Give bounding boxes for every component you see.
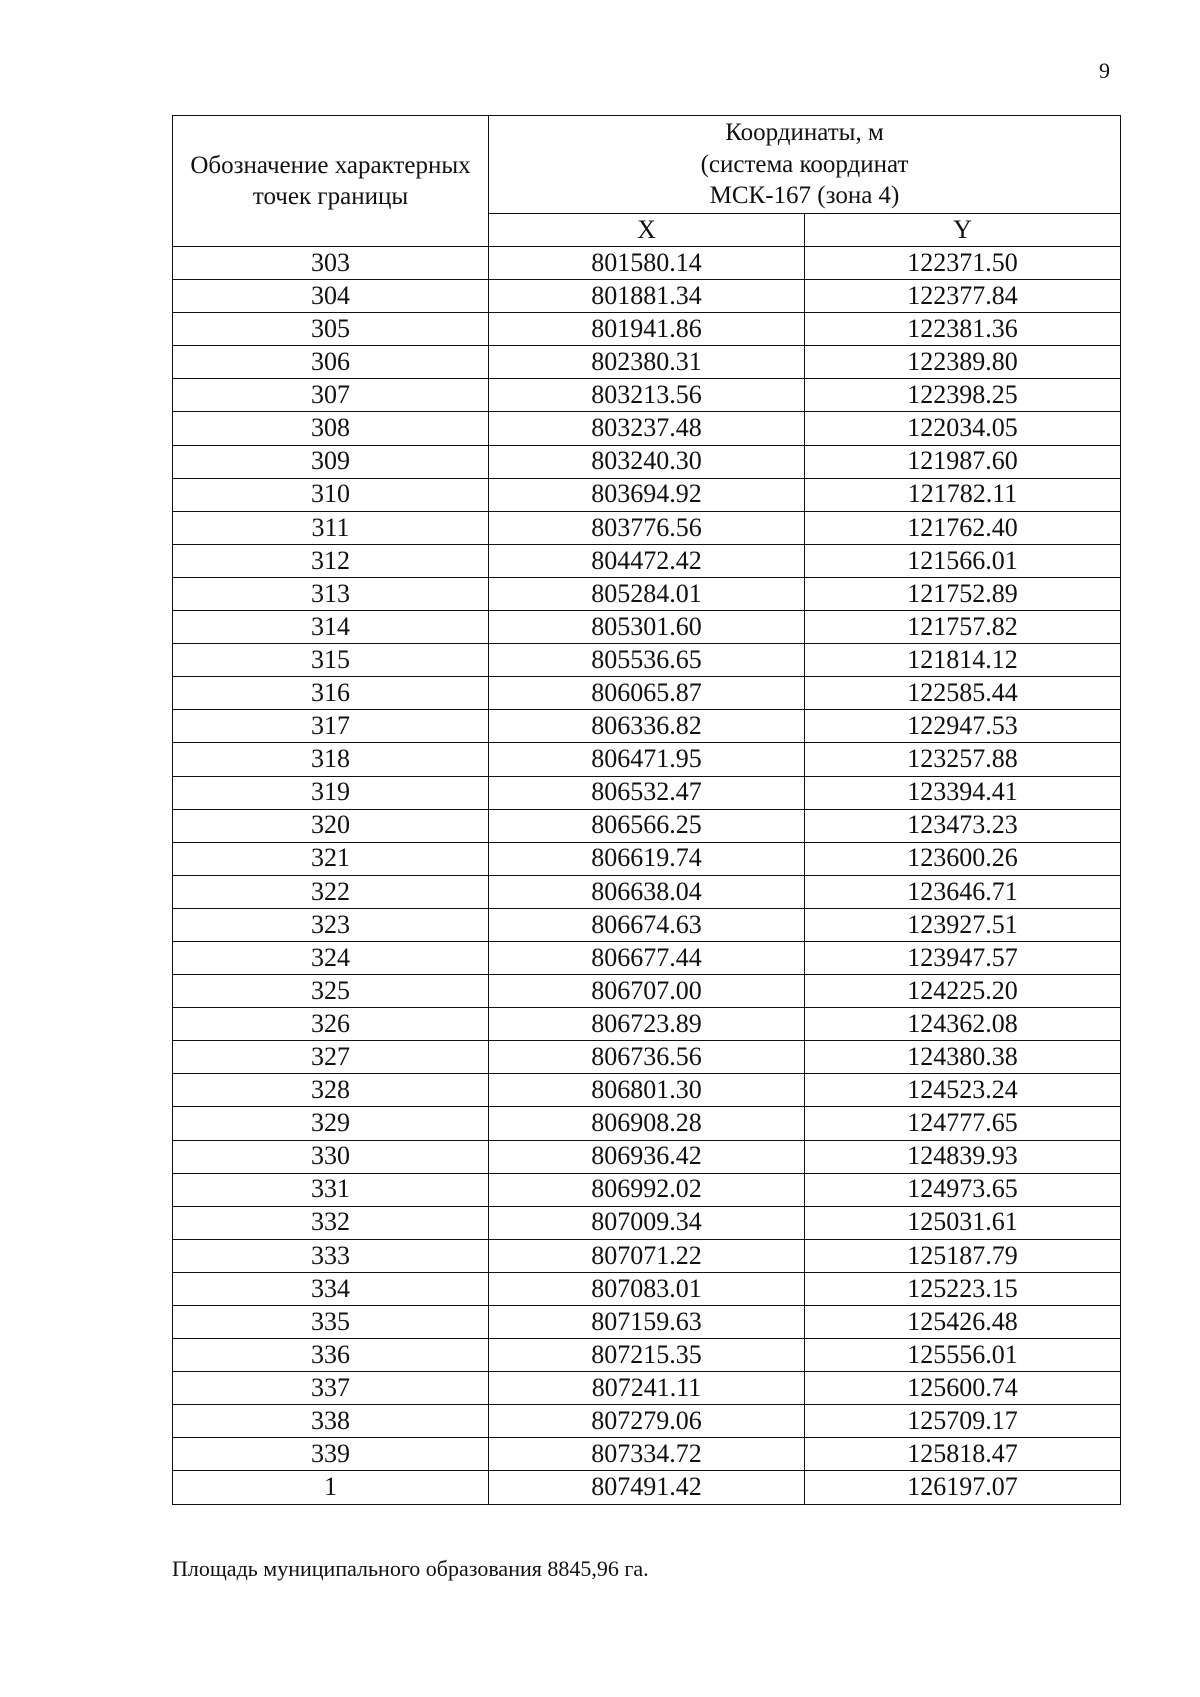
page-number: 9: [1099, 58, 1110, 83]
cell-y: 125709.17: [805, 1405, 1121, 1438]
cell-x: 803776.56: [489, 511, 805, 544]
cell-x: 806707.00: [489, 975, 805, 1008]
cell-x: 803237.48: [489, 412, 805, 445]
cell-y: 121987.60: [805, 445, 1121, 478]
cell-point: 313: [173, 577, 489, 610]
cell-x: 807334.72: [489, 1438, 805, 1471]
cell-y: 125426.48: [805, 1306, 1121, 1339]
table-body: [173, 247, 1121, 1505]
cell-x: 803240.30: [489, 445, 805, 478]
table-row: [173, 1372, 1121, 1405]
table-row: [173, 975, 1121, 1008]
cell-point: 306: [173, 346, 489, 379]
cell-x: 801941.86: [489, 313, 805, 346]
table-row: [173, 478, 1121, 511]
header-coordinates-line1: Координаты, м: [725, 118, 884, 146]
cell-point: 327: [173, 1041, 489, 1074]
cell-point: 303: [173, 247, 489, 280]
cell-y: 123394.41: [805, 776, 1121, 809]
table-row: [173, 379, 1121, 412]
cell-x: 806674.63: [489, 908, 805, 941]
table-row: [173, 1140, 1121, 1173]
cell-y: 126197.07: [805, 1471, 1121, 1504]
table-row: [173, 1405, 1121, 1438]
cell-y: 125223.15: [805, 1272, 1121, 1305]
cell-y: 123600.26: [805, 842, 1121, 875]
cell-x: 802380.31: [489, 346, 805, 379]
table-row: [173, 280, 1121, 313]
cell-y: 125818.47: [805, 1438, 1121, 1471]
cell-x: 807215.35: [489, 1339, 805, 1372]
cell-point: 334: [173, 1272, 489, 1305]
table-row: [173, 644, 1121, 677]
cell-x: 806992.02: [489, 1173, 805, 1206]
cell-y: 125600.74: [805, 1372, 1121, 1405]
cell-x: 804472.42: [489, 544, 805, 577]
cell-point: 325: [173, 975, 489, 1008]
table-row: [173, 842, 1121, 875]
table-row: [173, 1239, 1121, 1272]
cell-x: 807083.01: [489, 1272, 805, 1305]
table-row: [173, 809, 1121, 842]
cell-y: 124839.93: [805, 1140, 1121, 1173]
table-row: [173, 1272, 1121, 1305]
cell-x: 806908.28: [489, 1107, 805, 1140]
cell-y: 125031.61: [805, 1206, 1121, 1239]
cell-x: 806638.04: [489, 875, 805, 908]
cell-point: 308: [173, 412, 489, 445]
coordinates-table: [172, 115, 1121, 1505]
cell-point: 326: [173, 1008, 489, 1041]
cell-y: 121566.01: [805, 544, 1121, 577]
cell-point: 311: [173, 511, 489, 544]
cell-x: 807279.06: [489, 1405, 805, 1438]
cell-y: 121814.12: [805, 644, 1121, 677]
cell-point: 333: [173, 1239, 489, 1272]
cell-y: 121762.40: [805, 511, 1121, 544]
cell-y: 121752.89: [805, 577, 1121, 610]
header-coordinates: [489, 116, 1121, 214]
cell-point: 318: [173, 743, 489, 776]
cell-y: 124225.20: [805, 975, 1121, 1008]
cell-y: 122585.44: [805, 677, 1121, 710]
cell-x: 806065.87: [489, 677, 805, 710]
cell-y: 123646.71: [805, 875, 1121, 908]
table-row: [173, 1008, 1121, 1041]
cell-x: 805301.60: [489, 611, 805, 644]
cell-x: 806723.89: [489, 1008, 805, 1041]
table-row: [173, 1306, 1121, 1339]
header-x: X: [489, 214, 805, 247]
cell-x: 806677.44: [489, 941, 805, 974]
cell-x: 806532.47: [489, 776, 805, 809]
cell-point: 323: [173, 908, 489, 941]
cell-y: 121782.11: [805, 478, 1121, 511]
cell-x: 806471.95: [489, 743, 805, 776]
cell-y: 124523.24: [805, 1074, 1121, 1107]
cell-x: 806566.25: [489, 809, 805, 842]
table-row: [173, 875, 1121, 908]
cell-x: 807009.34: [489, 1206, 805, 1239]
cell-point: 321: [173, 842, 489, 875]
table-row: [173, 710, 1121, 743]
cell-point: 336: [173, 1339, 489, 1372]
cell-x: 806336.82: [489, 710, 805, 743]
cell-y: 123473.23: [805, 809, 1121, 842]
cell-point: 324: [173, 941, 489, 974]
table-row: [173, 1438, 1121, 1471]
cell-y: 121757.82: [805, 611, 1121, 644]
cell-point: 329: [173, 1107, 489, 1140]
cell-y: 124777.65: [805, 1107, 1121, 1140]
table-row: [173, 1471, 1121, 1504]
cell-point: 305: [173, 313, 489, 346]
table-row: [173, 511, 1121, 544]
cell-x: 807159.63: [489, 1306, 805, 1339]
cell-y: 123257.88: [805, 743, 1121, 776]
cell-x: 806936.42: [489, 1140, 805, 1173]
header-coordinates-line2: (система координат: [700, 150, 909, 178]
area-note: Площадь муниципального образования 8845,96 га.: [172, 1556, 649, 1581]
cell-x: 801881.34: [489, 280, 805, 313]
cell-x: 807071.22: [489, 1239, 805, 1272]
header-coordinates-line3: МСК-167 (зона 4): [709, 182, 900, 210]
cell-y: 122371.50: [805, 247, 1121, 280]
cell-point: 320: [173, 809, 489, 842]
table-row: [173, 346, 1121, 379]
cell-point: 314: [173, 611, 489, 644]
header-point-designation: Обозначение характерных точек границы: [173, 116, 489, 247]
cell-x: 803694.92: [489, 478, 805, 511]
cell-y: 125187.79: [805, 1239, 1121, 1272]
cell-y: 122381.36: [805, 313, 1121, 346]
cell-x: 805284.01: [489, 577, 805, 610]
table-row: [173, 908, 1121, 941]
cell-y: 122377.84: [805, 280, 1121, 313]
table-row: [173, 743, 1121, 776]
cell-point: 319: [173, 776, 489, 809]
table-row: [173, 445, 1121, 478]
cell-point: 304: [173, 280, 489, 313]
cell-y: 125556.01: [805, 1339, 1121, 1372]
cell-x: 803213.56: [489, 379, 805, 412]
table-row: [173, 611, 1121, 644]
cell-x: 805536.65: [489, 644, 805, 677]
table-row: [173, 247, 1121, 280]
table-row: [173, 776, 1121, 809]
cell-y: 123947.57: [805, 941, 1121, 974]
cell-point: 337: [173, 1372, 489, 1405]
table-row: [173, 677, 1121, 710]
cell-x: 806801.30: [489, 1074, 805, 1107]
cell-point: 339: [173, 1438, 489, 1471]
cell-point: 307: [173, 379, 489, 412]
cell-point: 310: [173, 478, 489, 511]
cell-point: 322: [173, 875, 489, 908]
table-row: [173, 1206, 1121, 1239]
cell-y: 122034.05: [805, 412, 1121, 445]
table-row: [173, 544, 1121, 577]
cell-point: 331: [173, 1173, 489, 1206]
table-row: [173, 313, 1121, 346]
table-row: [173, 577, 1121, 610]
cell-point: 335: [173, 1306, 489, 1339]
cell-y: 124973.65: [805, 1173, 1121, 1206]
table-row: [173, 1173, 1121, 1206]
cell-x: 807241.11: [489, 1372, 805, 1405]
table-row: [173, 1041, 1121, 1074]
cell-point: 328: [173, 1074, 489, 1107]
cell-point: 312: [173, 544, 489, 577]
cell-point: 338: [173, 1405, 489, 1438]
cell-x: 806736.56: [489, 1041, 805, 1074]
cell-point: 1: [173, 1471, 489, 1504]
cell-x: 801580.14: [489, 247, 805, 280]
cell-y: 122389.80: [805, 346, 1121, 379]
cell-x: 807491.42: [489, 1471, 805, 1504]
table-row: [173, 941, 1121, 974]
cell-point: 315: [173, 644, 489, 677]
cell-point: 317: [173, 710, 489, 743]
table-row: [173, 1074, 1121, 1107]
cell-point: 330: [173, 1140, 489, 1173]
header-y: Y: [805, 214, 1121, 247]
table-row: [173, 1107, 1121, 1140]
cell-y: 123927.51: [805, 908, 1121, 941]
table-row: [173, 1339, 1121, 1372]
cell-y: 124380.38: [805, 1041, 1121, 1074]
cell-y: 122398.25: [805, 379, 1121, 412]
cell-y: 124362.08: [805, 1008, 1121, 1041]
cell-point: 332: [173, 1206, 489, 1239]
table-row: [173, 412, 1121, 445]
cell-point: 316: [173, 677, 489, 710]
cell-y: 122947.53: [805, 710, 1121, 743]
cell-x: 806619.74: [489, 842, 805, 875]
cell-point: 309: [173, 445, 489, 478]
